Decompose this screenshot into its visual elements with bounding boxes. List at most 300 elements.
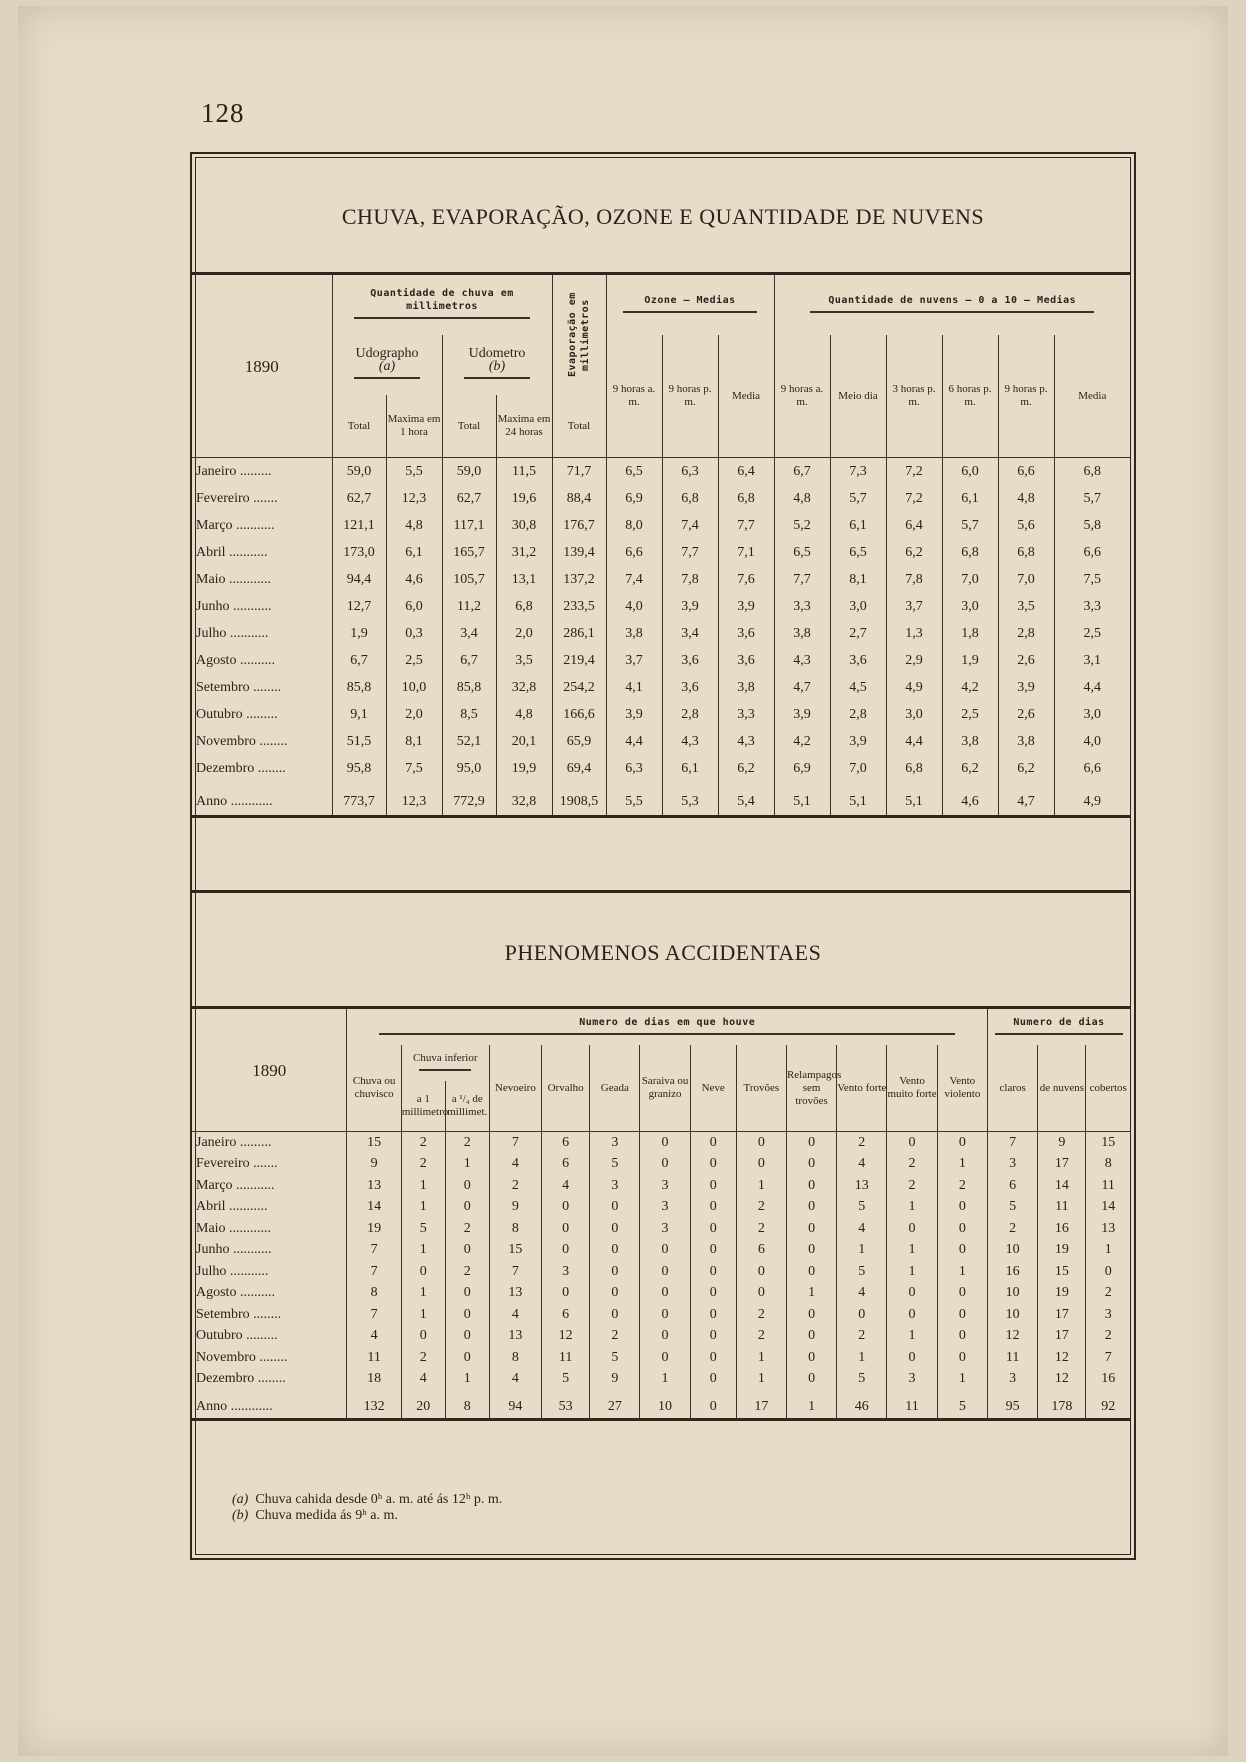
- table-cell: 4: [489, 1154, 541, 1176]
- table-cell: 10,0: [386, 674, 442, 701]
- table-cell: 8: [489, 1347, 541, 1369]
- table-cell: 7,4: [606, 566, 662, 593]
- table-cell: 18: [347, 1369, 401, 1391]
- table-cell: 17: [1038, 1304, 1086, 1326]
- table-cell: 4,9: [886, 674, 942, 701]
- weather-row: [192, 647, 1130, 674]
- table-cell: 2,8: [830, 701, 886, 728]
- table-cell: 7,5: [386, 755, 442, 782]
- chuva-chuvisco-header: Chuva ou chuvisco: [347, 1045, 401, 1132]
- table-cell: 176,7: [552, 512, 606, 539]
- table-cell: 5: [542, 1369, 590, 1391]
- table-cell: 13,1: [496, 566, 552, 593]
- table-cell: 3,7: [886, 593, 942, 620]
- table-cell: 6,1: [386, 539, 442, 566]
- weather-row: [192, 674, 1130, 701]
- table-cell: 3: [640, 1197, 690, 1219]
- table-cell: 46: [837, 1390, 887, 1419]
- table-cell: 11,2: [442, 593, 496, 620]
- table-cell: 3,8: [998, 728, 1054, 755]
- table-cell: 2: [937, 1175, 987, 1197]
- table-cell: 5,1: [886, 782, 942, 817]
- table-cell: 1: [401, 1197, 445, 1219]
- table-cell: 2: [736, 1326, 786, 1348]
- table-cell: 0: [937, 1197, 987, 1219]
- table-cell: 0: [887, 1347, 937, 1369]
- table-cell: 0: [786, 1218, 836, 1240]
- table-cell: 0: [786, 1347, 836, 1369]
- table-cell: 5,7: [830, 485, 886, 512]
- table-cell: 19: [1038, 1283, 1086, 1305]
- table-cell: 1: [937, 1369, 987, 1391]
- month-label: Novembro ........: [196, 733, 288, 749]
- table-cell: 8,5: [442, 701, 496, 728]
- table-cell: 12: [1038, 1369, 1086, 1391]
- table-cell: 3,4: [442, 620, 496, 647]
- table-cell: 3,8: [718, 674, 774, 701]
- udographo-max-header: Maxima em 1 hora: [386, 395, 442, 458]
- table-cell: 3,0: [1054, 701, 1130, 728]
- table-cell: 6,2: [942, 755, 998, 782]
- weather-row: [192, 512, 1130, 539]
- table-cell: 1,3: [886, 620, 942, 647]
- table-cell: 773,7: [332, 782, 386, 817]
- number-days-header: Numero de dias: [988, 1008, 1130, 1046]
- table-cell: 0: [937, 1326, 987, 1348]
- table-cell: 165,7: [442, 539, 496, 566]
- table-cell: 4,6: [942, 782, 998, 817]
- table-cell: 8: [445, 1390, 489, 1419]
- table-cell: 0: [445, 1304, 489, 1326]
- table-cell: 4,4: [1054, 674, 1130, 701]
- table-cell: 0: [445, 1347, 489, 1369]
- clouds-9pm-header: 9 horas p. m.: [998, 335, 1054, 458]
- table-cell: 1,9: [942, 647, 998, 674]
- table-cell: 17: [1038, 1326, 1086, 1348]
- footnote-a: (a) Chuva cahida desde 0ʰ a. m. até ás 12ʰ p. m.: [232, 1492, 503, 1507]
- table-cell: 0: [786, 1175, 836, 1197]
- table-cell: 4,9: [1054, 782, 1130, 817]
- month-label: Novembro ........: [196, 1349, 288, 1365]
- phenomena-row: [192, 1175, 1130, 1197]
- table-cell: 0: [445, 1197, 489, 1219]
- table-cell: 6,9: [774, 755, 830, 782]
- month-label: Julho ...........: [196, 1263, 269, 1279]
- table-cell: 15: [347, 1132, 401, 1154]
- table-cell: 0: [590, 1197, 640, 1219]
- table-cell: 0: [690, 1132, 736, 1154]
- table-cell: 6,7: [774, 458, 830, 486]
- table-cell: 3,1: [1054, 647, 1130, 674]
- table-cell: 3,8: [942, 728, 998, 755]
- table-cell: 6,5: [774, 539, 830, 566]
- table-cell: 0: [786, 1197, 836, 1219]
- weather-row: [192, 755, 1130, 782]
- table-cell: 6,8: [886, 755, 942, 782]
- table-cell: 7,7: [774, 566, 830, 593]
- table-cell: 4: [489, 1304, 541, 1326]
- table-cell: 0: [542, 1218, 590, 1240]
- table-cell: 4,5: [830, 674, 886, 701]
- table-cell: 1: [401, 1283, 445, 1305]
- table-cell: 5: [401, 1218, 445, 1240]
- table-cell: 7,7: [718, 512, 774, 539]
- table-cell: 1: [937, 1261, 987, 1283]
- table-cell: 2: [1086, 1326, 1130, 1348]
- table-cell: 0: [690, 1240, 736, 1262]
- table-cell: 2,5: [942, 701, 998, 728]
- table-cell: 3,6: [718, 620, 774, 647]
- table-cell: 17: [1038, 1154, 1086, 1176]
- table-cell: 0: [640, 1154, 690, 1176]
- table-cell: 0: [690, 1304, 736, 1326]
- table-cell: 2,0: [496, 620, 552, 647]
- table-cell: 6,8: [1054, 458, 1130, 486]
- table-cell: 7,8: [886, 566, 942, 593]
- phenomena-row: [192, 1369, 1130, 1391]
- table-cell: 4,0: [1054, 728, 1130, 755]
- table-cell: 3,9: [998, 674, 1054, 701]
- table-cell: 8: [347, 1283, 401, 1305]
- table-cell: 7,0: [998, 566, 1054, 593]
- table-cell: 11: [347, 1347, 401, 1369]
- table-cell: 5,5: [386, 458, 442, 486]
- table-cell: 4,3: [662, 728, 718, 755]
- table-cell: 5: [837, 1261, 887, 1283]
- table-cell: 9,1: [332, 701, 386, 728]
- table-cell: 8,0: [606, 512, 662, 539]
- table-cell: 3: [1086, 1304, 1130, 1326]
- table-cell: 5,5: [606, 782, 662, 817]
- table-cell: 7,1: [718, 539, 774, 566]
- phenomena-anno-row: [192, 1390, 1130, 1419]
- table-cell: 0: [786, 1261, 836, 1283]
- table-cell: 12: [988, 1326, 1038, 1348]
- table-cell: 0: [736, 1283, 786, 1305]
- table-cell: 3,3: [1054, 593, 1130, 620]
- table-cell: 0: [690, 1390, 736, 1419]
- udometro-max-header: Maxima em 24 horas: [496, 395, 552, 458]
- table-cell: 137,2: [552, 566, 606, 593]
- table-cell: 7: [489, 1261, 541, 1283]
- table-cell: 7: [1086, 1347, 1130, 1369]
- table-cell: 1: [1086, 1240, 1130, 1262]
- table-cell: 6,1: [942, 485, 998, 512]
- table-cell: 53: [542, 1390, 590, 1419]
- table-cell: 0: [937, 1304, 987, 1326]
- table-cell: 0: [640, 1347, 690, 1369]
- table-cell: 173,0: [332, 539, 386, 566]
- table-cell: 2,9: [886, 647, 942, 674]
- table-cell: 0: [786, 1154, 836, 1176]
- table-cell: 7,5: [1054, 566, 1130, 593]
- table-cell: 10: [988, 1240, 1038, 1262]
- table-cell: 772,9: [442, 782, 496, 817]
- table-cell: 69,4: [552, 755, 606, 782]
- table-cell: 13: [1086, 1218, 1130, 1240]
- year-label: 1890: [192, 274, 332, 458]
- table-cell: 62,7: [442, 485, 496, 512]
- table-cell: 3,4: [662, 620, 718, 647]
- table-cell: 219,4: [552, 647, 606, 674]
- table-cell: 2: [489, 1175, 541, 1197]
- evaporation-total-header: Total: [552, 395, 606, 458]
- table-cell: 95,0: [442, 755, 496, 782]
- table-cell: 5,8: [1054, 512, 1130, 539]
- table-cell: 6: [988, 1175, 1038, 1197]
- table-cell: 13: [489, 1326, 541, 1348]
- table-cell: 6,0: [386, 593, 442, 620]
- table-cell: 0: [937, 1283, 987, 1305]
- weather-row: [192, 485, 1130, 512]
- table-cell: 3,7: [606, 647, 662, 674]
- phenomena-row: [192, 1261, 1130, 1283]
- table-cell: 15: [489, 1240, 541, 1262]
- table-cell: 12: [542, 1326, 590, 1348]
- month-label: Março ...........: [196, 1177, 275, 1193]
- table-cell: 62,7: [332, 485, 386, 512]
- table-cell: 52,1: [442, 728, 496, 755]
- table-cell: 5: [590, 1347, 640, 1369]
- table-cell: 10: [640, 1390, 690, 1419]
- table-cell: 3,9: [606, 701, 662, 728]
- table-cell: 4,8: [496, 701, 552, 728]
- month-label: Outubro .........: [196, 1328, 278, 1344]
- table-cell: 17: [736, 1390, 786, 1419]
- table-cell: 20,1: [496, 728, 552, 755]
- table-cell: 4,0: [606, 593, 662, 620]
- table-cell: 6,5: [830, 539, 886, 566]
- table-cell: 14: [1086, 1197, 1130, 1219]
- table-cell: 0: [690, 1175, 736, 1197]
- table-cell: 4: [401, 1369, 445, 1391]
- table-cell: 4: [489, 1369, 541, 1391]
- table-cell: 139,4: [552, 539, 606, 566]
- table-cell: 6: [542, 1154, 590, 1176]
- table-cell: 3,9: [662, 593, 718, 620]
- clouds-9am-header: 9 horas a. m.: [774, 335, 830, 458]
- table-cell: 1,8: [942, 620, 998, 647]
- table-cell: 92: [1086, 1390, 1130, 1419]
- table-cell: 12,7: [332, 593, 386, 620]
- saraiva-header: Saraiva ou granizo: [640, 1045, 690, 1132]
- table-cell: 6: [736, 1240, 786, 1262]
- table-cell: 0: [887, 1283, 937, 1305]
- table-cell: 5: [837, 1369, 887, 1391]
- table-cell: 19: [347, 1218, 401, 1240]
- table-cell: 1908,5: [552, 782, 606, 817]
- page-number: 128: [201, 98, 245, 128]
- table-cell: 0: [690, 1326, 736, 1348]
- table-cell: 7,3: [830, 458, 886, 486]
- table-cell: 2,6: [998, 647, 1054, 674]
- table-cell: 4: [837, 1154, 887, 1176]
- table-cell: 6: [542, 1132, 590, 1154]
- table-cell: 3,6: [830, 647, 886, 674]
- udometro-total-header: Total: [442, 395, 496, 458]
- month-label: Maio ............: [196, 571, 272, 587]
- table-cell: 1: [887, 1197, 937, 1219]
- table-cell: 14: [347, 1197, 401, 1219]
- table-cell: 14: [1038, 1175, 1086, 1197]
- table-cell: 0: [1086, 1261, 1130, 1283]
- clouds-noon-header: Meio dia: [830, 335, 886, 458]
- table-cell: 6,8: [998, 539, 1054, 566]
- table-cell: 2: [736, 1218, 786, 1240]
- ozone-9am-header: 9 horas a. m.: [606, 335, 662, 458]
- table-cell: 16: [988, 1261, 1038, 1283]
- phenomena-row: [192, 1197, 1130, 1219]
- table-cell: 32,8: [496, 674, 552, 701]
- table-cell: 3,3: [718, 701, 774, 728]
- table-cell: 6,8: [942, 539, 998, 566]
- month-label: Fevereiro .......: [196, 1156, 278, 1172]
- table-cell: 3: [590, 1175, 640, 1197]
- table-cell: 8,1: [386, 728, 442, 755]
- phenomena-row: [192, 1326, 1130, 1348]
- table-cell: 3: [988, 1369, 1038, 1391]
- table-cell: 3,9: [718, 593, 774, 620]
- table-cell: 1: [401, 1175, 445, 1197]
- udographo-header: Udographo (a): [332, 335, 442, 395]
- relampagos-header: Relampagos sem trovões: [786, 1045, 836, 1132]
- neve-header: Neve: [690, 1045, 736, 1132]
- table-cell: 16: [1038, 1218, 1086, 1240]
- weather-row: [192, 728, 1130, 755]
- table-cell: 16: [1086, 1369, 1130, 1391]
- table-cell: 32,8: [496, 782, 552, 817]
- table-frame: [190, 152, 1136, 1560]
- table-cell: 2: [401, 1154, 445, 1176]
- table-cell: 7: [988, 1132, 1038, 1154]
- table-cell: 0: [445, 1283, 489, 1305]
- table-cell: 0: [937, 1132, 987, 1154]
- table-cell: 0: [640, 1132, 690, 1154]
- table-cell: 8: [489, 1218, 541, 1240]
- table-cell: 2: [401, 1347, 445, 1369]
- table-cell: 6,8: [662, 485, 718, 512]
- table-cell: 0: [887, 1132, 937, 1154]
- month-label: Setembro ........: [196, 1306, 282, 1322]
- a-quarter-header: a ¹/₄ de millimet.: [445, 1081, 489, 1132]
- udometro-header: Udometro (b): [442, 335, 552, 395]
- clouds-3pm-header: 3 horas p. m.: [886, 335, 942, 458]
- days-group-header: Numero de dias em que houve: [347, 1008, 988, 1046]
- table-cell: 7,4: [662, 512, 718, 539]
- table-cell: 254,2: [552, 674, 606, 701]
- table-cell: 0: [690, 1197, 736, 1219]
- table-cell: 0: [786, 1304, 836, 1326]
- table-cell: 2: [736, 1197, 786, 1219]
- phenomena-row: [192, 1154, 1130, 1176]
- table-cell: 0,3: [386, 620, 442, 647]
- phenomena-row: [192, 1218, 1130, 1240]
- table-cell: 4,7: [774, 674, 830, 701]
- table-cell: 6,8: [718, 485, 774, 512]
- table-cell: 95,8: [332, 755, 386, 782]
- table-cell: 1: [736, 1347, 786, 1369]
- table-cell: 94: [489, 1390, 541, 1419]
- table-cell: 5,7: [1054, 485, 1130, 512]
- table-cell: 4,4: [606, 728, 662, 755]
- table-cell: 2: [445, 1261, 489, 1283]
- table-cell: 1: [887, 1240, 937, 1262]
- table-cell: 6: [542, 1304, 590, 1326]
- table-cell: 7,0: [942, 566, 998, 593]
- table-cell: 7,6: [718, 566, 774, 593]
- table-cell: 6,2: [886, 539, 942, 566]
- month-label: Anno ............: [196, 1398, 273, 1414]
- weather-table: [192, 272, 1130, 818]
- evaporation-header: Evaporação em millimetros: [552, 274, 606, 396]
- table-cell: 6,6: [998, 458, 1054, 486]
- table-cell: 3,6: [662, 647, 718, 674]
- phenomena-row: [192, 1304, 1130, 1326]
- document-page: [18, 6, 1228, 1756]
- table-cell: 11: [1086, 1175, 1130, 1197]
- section2-title: PHENOMENOS ACCIDENTAES: [504, 940, 822, 965]
- table-cell: 3: [640, 1175, 690, 1197]
- month-label: Abril ...........: [196, 1199, 268, 1215]
- table-cell: 7,2: [886, 458, 942, 486]
- table-cell: 0: [887, 1218, 937, 1240]
- table-cell: 11: [542, 1347, 590, 1369]
- table-cell: 7,7: [662, 539, 718, 566]
- month-label: Maio ............: [196, 1220, 272, 1236]
- table-cell: 0: [937, 1240, 987, 1262]
- table-cell: 0: [690, 1347, 736, 1369]
- udographo-total-header: Total: [332, 395, 386, 458]
- table-cell: 4,2: [774, 728, 830, 755]
- table-cell: 7,8: [662, 566, 718, 593]
- table-cell: 2,8: [662, 701, 718, 728]
- table-cell: 7: [347, 1240, 401, 1262]
- table-cell: 2: [1086, 1283, 1130, 1305]
- table-cell: 2: [445, 1132, 489, 1154]
- table-cell: 85,8: [332, 674, 386, 701]
- table-cell: 71,7: [552, 458, 606, 486]
- table-cell: 2: [887, 1175, 937, 1197]
- cobertos-header: cobertos: [1086, 1045, 1130, 1132]
- phenomena-row: [192, 1347, 1130, 1369]
- table-cell: 0: [401, 1326, 445, 1348]
- table-cell: 4,1: [606, 674, 662, 701]
- table-cell: 6,7: [332, 647, 386, 674]
- table-cell: 5,4: [718, 782, 774, 817]
- table-cell: 9: [590, 1369, 640, 1391]
- table-cell: 4,4: [886, 728, 942, 755]
- table-cell: 3,0: [942, 593, 998, 620]
- table-cell: 4,8: [386, 512, 442, 539]
- table-cell: 5,3: [662, 782, 718, 817]
- clouds-6pm-header: 6 horas p. m.: [942, 335, 998, 458]
- table-cell: 2: [837, 1132, 887, 1154]
- table-cell: 13: [489, 1283, 541, 1305]
- month-label: Outubro .........: [196, 706, 278, 722]
- vento-muito-forte-header: Vento muito forte: [887, 1045, 937, 1132]
- table-cell: 2,8: [998, 620, 1054, 647]
- month-label: Junho ...........: [196, 598, 272, 614]
- ozone-media-header: Media: [718, 335, 774, 458]
- section1-title: CHUVA, EVAPORAÇÃO, OZONE E QUANTIDADE DE NUVENS: [341, 204, 985, 229]
- table-cell: 4: [837, 1218, 887, 1240]
- weather-row: [192, 566, 1130, 593]
- table-cell: 3,0: [830, 593, 886, 620]
- table-cell: 0: [887, 1304, 937, 1326]
- table-cell: 12,3: [386, 782, 442, 817]
- table-cell: 0: [690, 1261, 736, 1283]
- month-label: Anno ............: [196, 793, 273, 809]
